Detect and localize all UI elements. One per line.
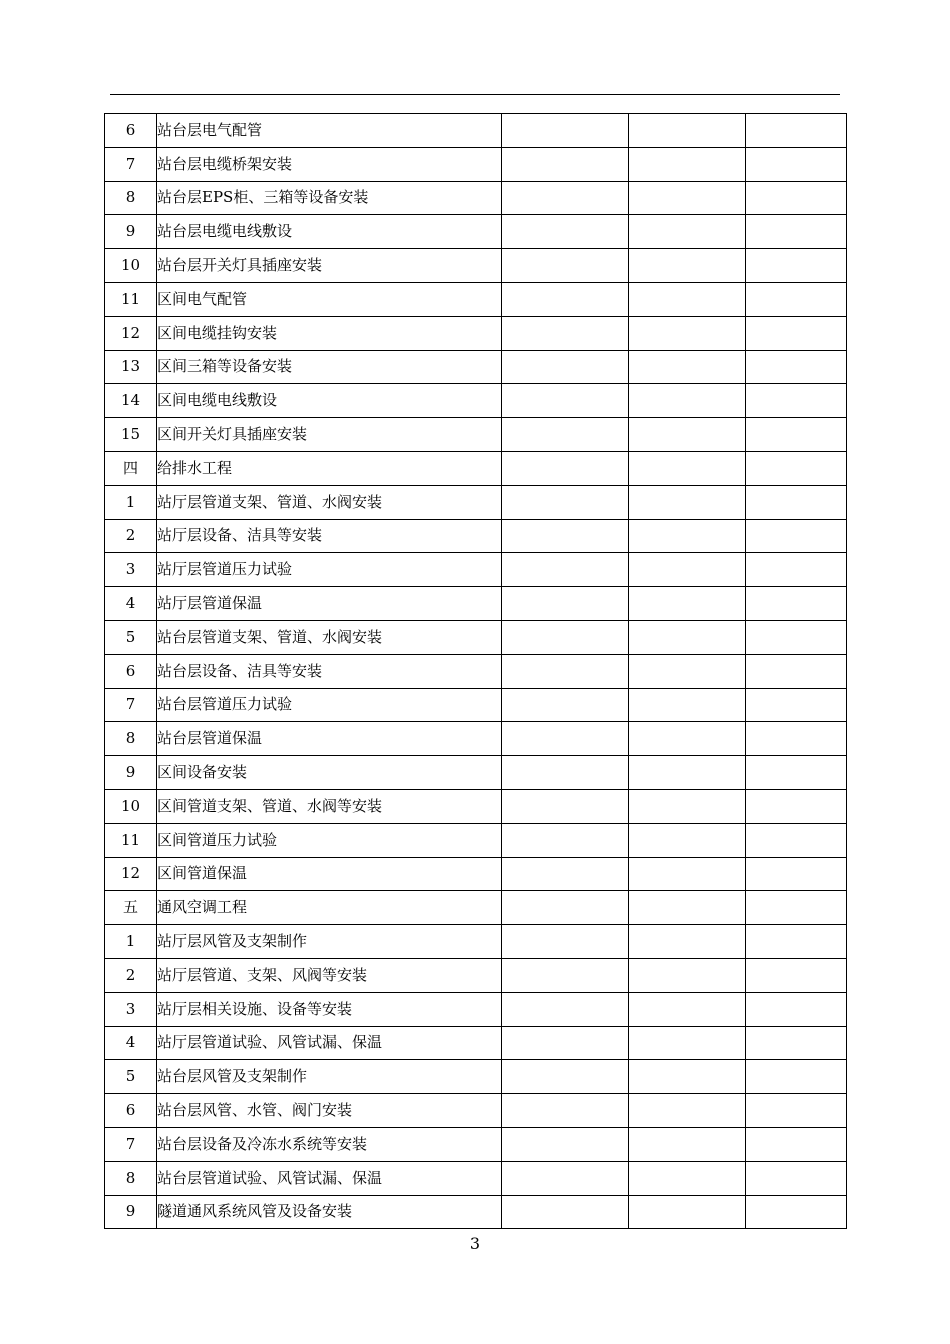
row-number-cell: 13 [105,350,157,384]
empty-cell [629,350,746,384]
row-number-cell: 3 [105,553,157,587]
table-row [105,316,847,350]
empty-cell [502,688,629,722]
table-row [105,1161,847,1195]
table-row [105,350,847,384]
empty-cell [746,1127,847,1161]
empty-cell [629,688,746,722]
empty-cell [746,519,847,553]
row-number-cell: 10 [105,789,157,823]
empty-cell [746,181,847,215]
empty-cell [502,891,629,925]
empty-cell [629,992,746,1026]
empty-cell [502,282,629,316]
item-name-cell: 隧道通风系统风管及设备安装 [157,1195,502,1229]
row-number-cell: 7 [105,147,157,181]
item-name-cell: 区间电缆挂钩安装 [157,316,502,350]
table-row [105,891,847,925]
item-name-cell: 区间管道保温 [157,857,502,891]
empty-cell [629,553,746,587]
item-name-cell: 站台层管道支架、管道、水阀安装 [157,620,502,654]
item-name-cell: 站台层管道试验、风管试漏、保温 [157,1161,502,1195]
empty-cell [746,891,847,925]
row-number-cell: 五 [105,891,157,925]
empty-cell [502,958,629,992]
empty-cell [502,147,629,181]
row-number-cell: 7 [105,688,157,722]
empty-cell [629,215,746,249]
row-number-cell: 12 [105,857,157,891]
item-name-cell: 站台层设备及冷冻水系统等安装 [157,1127,502,1161]
empty-cell [746,958,847,992]
item-name-cell: 站台层设备、洁具等安装 [157,654,502,688]
empty-cell [502,181,629,215]
empty-cell [502,1127,629,1161]
empty-cell [746,992,847,1026]
table-row [105,451,847,485]
empty-cell [629,925,746,959]
table-row [105,823,847,857]
empty-cell [746,620,847,654]
table-row [105,1195,847,1229]
empty-cell [629,823,746,857]
row-number-cell: 四 [105,451,157,485]
empty-cell [746,384,847,418]
empty-cell [629,316,746,350]
table-row [105,620,847,654]
empty-cell [746,756,847,790]
row-number-cell: 8 [105,181,157,215]
empty-cell [746,249,847,283]
empty-cell [746,316,847,350]
empty-cell [502,1060,629,1094]
empty-cell [746,654,847,688]
item-name-cell: 区间电气配管 [157,282,502,316]
table-row [105,114,847,148]
table-row [105,688,847,722]
table-row [105,756,847,790]
empty-cell [502,1161,629,1195]
row-number-cell: 6 [105,1094,157,1128]
row-number-cell: 9 [105,215,157,249]
item-name-cell: 站厅层管道试验、风管试漏、保温 [157,1026,502,1060]
table-row [105,519,847,553]
table-row [105,992,847,1026]
row-number-cell: 6 [105,654,157,688]
item-name-cell: 区间管道支架、管道、水阀等安装 [157,789,502,823]
empty-cell [629,418,746,452]
empty-cell [502,620,629,654]
table-row [105,1094,847,1128]
empty-cell [746,114,847,148]
empty-cell [746,350,847,384]
empty-cell [502,756,629,790]
empty-cell [502,925,629,959]
empty-cell [746,1060,847,1094]
item-name-cell: 站台层管道压力试验 [157,688,502,722]
empty-cell [629,1195,746,1229]
empty-cell [746,485,847,519]
empty-cell [629,147,746,181]
empty-cell [502,384,629,418]
row-number-cell: 11 [105,282,157,316]
row-number-cell: 8 [105,722,157,756]
table-row [105,1127,847,1161]
item-name-cell: 站台层风管及支架制作 [157,1060,502,1094]
table-row [105,1026,847,1060]
table-row [105,147,847,181]
empty-cell [502,789,629,823]
table-row [105,958,847,992]
item-name-cell: 站厅层管道支架、管道、水阀安装 [157,485,502,519]
empty-cell [629,789,746,823]
row-number-cell: 10 [105,249,157,283]
empty-cell [502,316,629,350]
empty-cell [746,418,847,452]
empty-cell [746,823,847,857]
empty-cell [629,1161,746,1195]
row-number-cell: 2 [105,958,157,992]
empty-cell [502,215,629,249]
row-number-cell: 11 [105,823,157,857]
empty-cell [502,1195,629,1229]
row-number-cell: 8 [105,1161,157,1195]
empty-cell [746,925,847,959]
empty-cell [629,1094,746,1128]
empty-cell [629,1127,746,1161]
empty-cell [746,688,847,722]
table-row [105,384,847,418]
item-name-cell: 区间管道压力试验 [157,823,502,857]
row-number-cell: 4 [105,1026,157,1060]
table-row [105,282,847,316]
empty-cell [629,654,746,688]
row-number-cell: 9 [105,756,157,790]
row-number-cell: 6 [105,114,157,148]
empty-cell [629,958,746,992]
empty-cell [502,857,629,891]
table-row [105,722,847,756]
item-name-cell: 站台层电气配管 [157,114,502,148]
page-number: 3 [469,1234,481,1253]
schedule-table-body [105,114,847,1229]
item-name-cell: 站台层EPS柜、三箱等设备安装 [157,181,502,215]
empty-cell [746,215,847,249]
empty-cell [502,553,629,587]
table-row [105,857,847,891]
empty-cell [629,249,746,283]
item-name-cell: 站厅层管道保温 [157,587,502,621]
empty-cell [629,519,746,553]
empty-cell [746,147,847,181]
row-number-cell: 7 [105,1127,157,1161]
empty-cell [629,282,746,316]
empty-cell [629,857,746,891]
empty-cell [502,114,629,148]
empty-cell [746,1195,847,1229]
item-name-cell: 区间设备安装 [157,756,502,790]
row-number-cell: 5 [105,620,157,654]
table-row [105,418,847,452]
item-name-cell: 站台层开关灯具插座安装 [157,249,502,283]
empty-cell [746,587,847,621]
empty-cell [746,282,847,316]
empty-cell [629,1060,746,1094]
empty-cell [746,1026,847,1060]
item-name-cell: 区间电缆电线敷设 [157,384,502,418]
empty-cell [746,1094,847,1128]
item-name-cell: 站台层管道保温 [157,722,502,756]
table-row [105,249,847,283]
empty-cell [502,587,629,621]
item-name-cell: 站厅层风管及支架制作 [157,925,502,959]
table-row [105,553,847,587]
row-number-cell: 12 [105,316,157,350]
row-number-cell: 1 [105,485,157,519]
empty-cell [502,350,629,384]
item-name-cell: 站台层风管、水管、阀门安装 [157,1094,502,1128]
empty-cell [502,418,629,452]
header-rule [110,94,840,95]
item-name-cell: 站厅层设备、洁具等安装 [157,519,502,553]
schedule-table [104,113,847,1229]
empty-cell [629,384,746,418]
table-row [105,181,847,215]
table-row [105,789,847,823]
item-name-cell: 站厅层管道、支架、风阀等安装 [157,958,502,992]
item-name-cell: 站台层电缆桥架安装 [157,147,502,181]
empty-cell [629,620,746,654]
item-name-cell: 站厅层管道压力试验 [157,553,502,587]
empty-cell [629,891,746,925]
row-number-cell: 5 [105,1060,157,1094]
table-row [105,485,847,519]
empty-cell [629,722,746,756]
empty-cell [746,553,847,587]
table-row [105,925,847,959]
empty-cell [629,756,746,790]
empty-cell [502,722,629,756]
item-name-cell: 站台层电缆电线敷设 [157,215,502,249]
empty-cell [629,485,746,519]
empty-cell [629,181,746,215]
item-name-cell: 通风空调工程 [157,891,502,925]
table-row [105,587,847,621]
empty-cell [746,789,847,823]
empty-cell [502,992,629,1026]
row-number-cell: 15 [105,418,157,452]
item-name-cell: 给排水工程 [157,451,502,485]
row-number-cell: 2 [105,519,157,553]
empty-cell [502,654,629,688]
row-number-cell: 9 [105,1195,157,1229]
empty-cell [629,587,746,621]
empty-cell [502,485,629,519]
empty-cell [746,857,847,891]
item-name-cell: 区间开关灯具插座安装 [157,418,502,452]
empty-cell [502,451,629,485]
table-row [105,1060,847,1094]
empty-cell [502,249,629,283]
empty-cell [629,1026,746,1060]
empty-cell [746,1161,847,1195]
empty-cell [502,1094,629,1128]
row-number-cell: 4 [105,587,157,621]
row-number-cell: 14 [105,384,157,418]
empty-cell [502,519,629,553]
row-number-cell: 3 [105,992,157,1026]
empty-cell [502,823,629,857]
table-row [105,654,847,688]
item-name-cell: 区间三箱等设备安装 [157,350,502,384]
table-row [105,215,847,249]
empty-cell [746,451,847,485]
empty-cell [502,1026,629,1060]
empty-cell [629,114,746,148]
empty-cell [746,722,847,756]
row-number-cell: 1 [105,925,157,959]
empty-cell [629,451,746,485]
item-name-cell: 站厅层相关设施、设备等安装 [157,992,502,1026]
